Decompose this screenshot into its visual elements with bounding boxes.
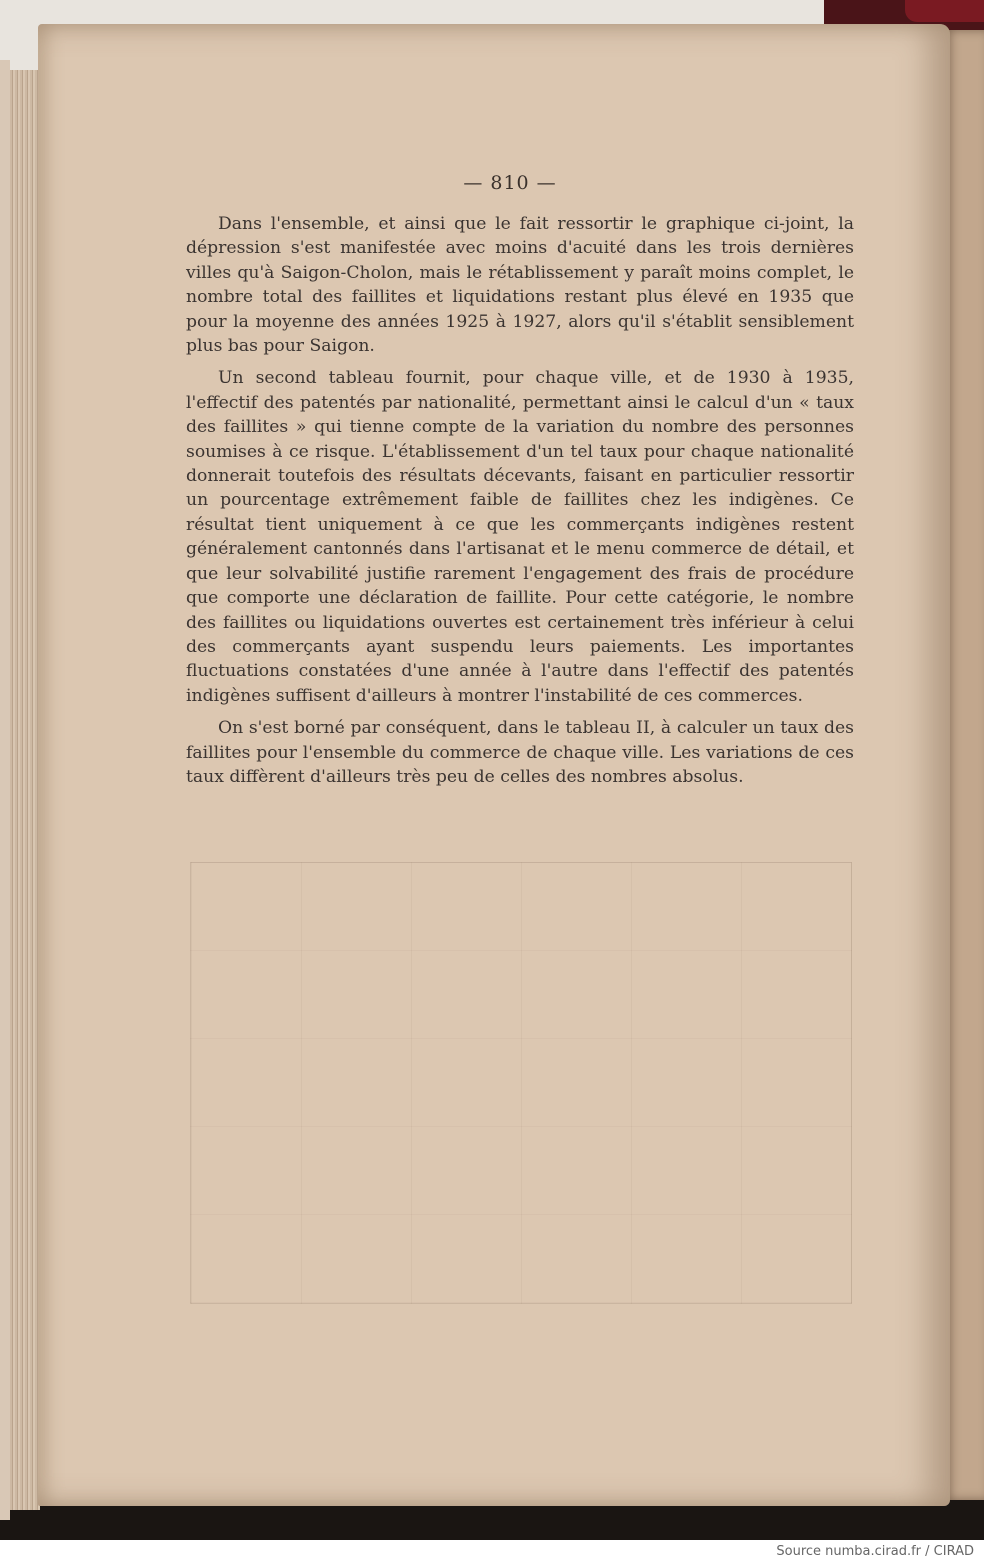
book-cover-left	[0, 60, 10, 1520]
page-number: — 810 —	[463, 172, 557, 194]
paragraph-3: On s'est borné par conséquent, dans le tableau II, à calculer un taux des faillites pour l'ensemble du commerce de chaque ville. Les variations de ces taux diffèrent d'ailleurs très peu de celles des nombres absolus.	[186, 718, 854, 787]
book-bookmark-ribbon	[905, 0, 984, 22]
paragraph-2: Un second tableau fournit, pour chaque ville, et de 1930 à 1935, l'effectif des patentés par nationalité, permettant ainsi le calcul d'un « taux des faillites » qui tienne compte de la variation du nombre des personnes soumises à ce risque. L'établissement d'un tel taux pour chaque nationalité donnerait toutefois des résultats décevants, faisant en particulier ressortir un pourcentage extrêmement faible de faillites chez les indigènes. Ce résultat tient uniquement à ce que les commerçants indigènes restent généralement cantonnés dans l'artisanat et le menu commerce de détail, et que leur solvabilité justifie rarement l'engagement des frais de procédure que comporte une déclaration de faillite. Pour cette catégorie, le nombre des faillites ou liquidations ouvertes est certainement très inférieur à celui des commerçants ayant suspendu leurs paiements. Les importantes fluctuations constatées d'une année à l'autre dans l'effectif des patentés indigènes suffisent d'ailleurs à montrer l'instabilité de ces commerces.	[186, 368, 854, 706]
facing-page-right	[944, 30, 984, 1500]
bleed-through-chart-grid	[190, 862, 852, 1304]
source-credit[interactable]: Source numba.cirad.fr / CIRAD	[776, 1544, 974, 1559]
paragraph-1: Dans l'ensemble, et ainsi que le fait ressortir le graphique ci-joint, la dépression s'est manifestée avec moins d'acuité dans les trois dernières villes qu'à Saigon-Cholon, mais le rétablissement y paraît moins complet, le nombre total des faillites et liquidations restant plus élevé en 1935 que pour la moyenne des années 1925 à 1927, alors qu'il s'établit sensiblement plus bas pour Saigon.	[186, 214, 854, 357]
body-text	[186, 212, 854, 789]
